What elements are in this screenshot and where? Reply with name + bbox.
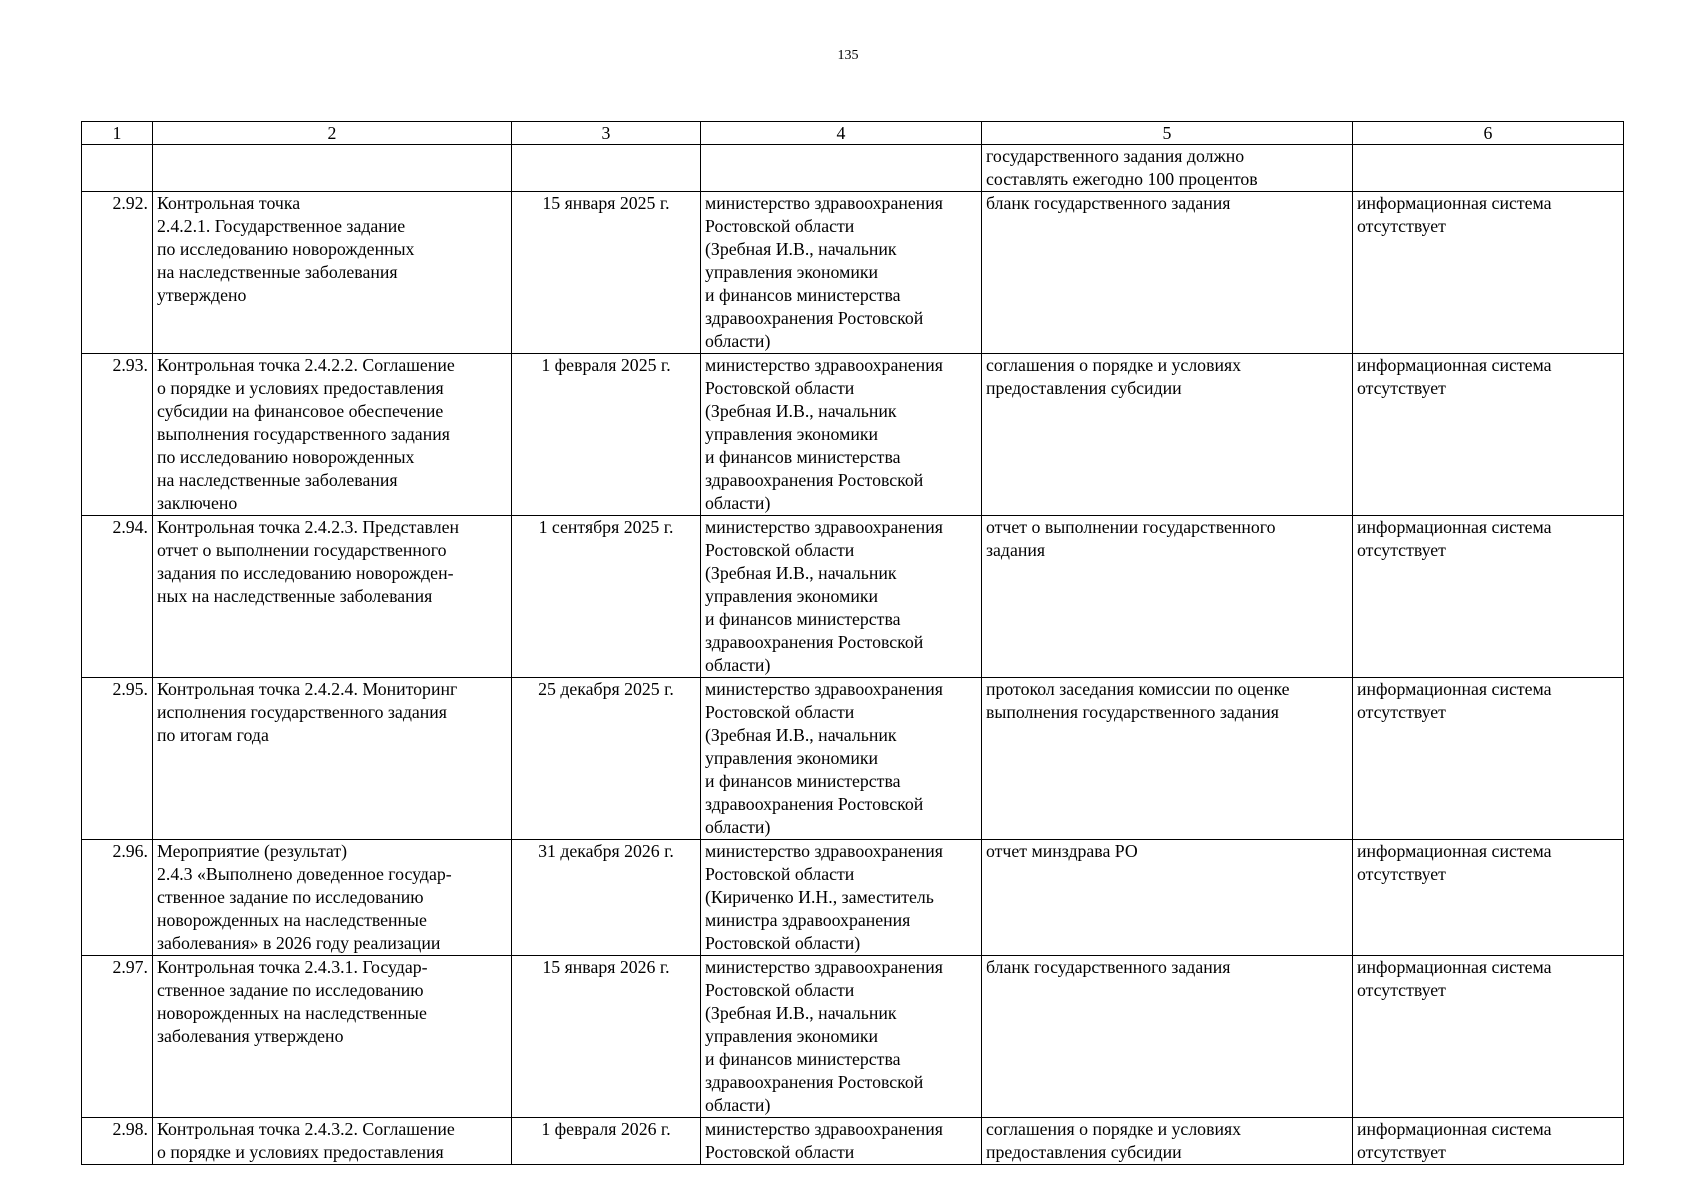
cell-number: 2.98. — [82, 1118, 153, 1165]
cell-system: информационная система отсутствует — [1353, 1118, 1624, 1165]
cell-date: 31 декабря 2026 г. — [512, 840, 701, 956]
cell-number: 2.97. — [82, 956, 153, 1118]
cell-date: 15 января 2025 г. — [512, 192, 701, 354]
cell-name: Контрольная точка 2.4.2.2. Соглашение о порядке и условиях предоставления субсидии на финансовое обеспечение выполнения государственного задания по исследованию новорожденных на наследственные заболевания заключено — [153, 354, 512, 516]
cell-responsible: министерство здравоохранения Ростовской области (Зребная И.В., начальник управления экономики и финансов министерства здравоохранения Ростовской области) — [701, 354, 982, 516]
plan-table — [81, 121, 1624, 1165]
cell-document: протокол заседания комиссии по оценке выполнения государственного задания — [982, 678, 1353, 840]
cell-system: информационная система отсутствует — [1353, 516, 1624, 678]
table-row — [82, 1118, 1624, 1165]
cell-system: информационная система отсутствует — [1353, 956, 1624, 1118]
column-number-row — [82, 122, 1624, 145]
cell-date: 15 января 2026 г. — [512, 956, 701, 1118]
table-row — [82, 840, 1624, 956]
cell-date — [512, 145, 701, 192]
cell-name: Мероприятие (результат) 2.4.3 «Выполнено доведенное государ- ственное задание по исследованию новорожденных на наследственные заболевания» в 2026 году реализации — [153, 840, 512, 956]
cell-document: бланк государственного задания — [982, 192, 1353, 354]
cell-name: Контрольная точка 2.4.3.1. Государ- ственное задание по исследованию новорожденных на наследственные заболевания утверждено — [153, 956, 512, 1118]
cell-number: 2.94. — [82, 516, 153, 678]
cell-responsible: министерство здравоохранения Ростовской области (Зребная И.В., начальник управления экономики и финансов министерства здравоохранения Ростовской области) — [701, 678, 982, 840]
table-row — [82, 678, 1624, 840]
cell-date: 1 сентября 2025 г. — [512, 516, 701, 678]
cell-responsible: министерство здравоохранения Ростовской области (Зребная И.В., начальник управления экономики и финансов министерства здравоохранения Ростовской области) — [701, 516, 982, 678]
cell-document: отчет о выполнении государственного задания — [982, 516, 1353, 678]
table-row — [82, 516, 1624, 678]
cell-document: соглашения о порядке и условиях предоставления субсидии — [982, 1118, 1353, 1165]
cell-system: информационная система отсутствует — [1353, 840, 1624, 956]
column-header: 2 — [153, 122, 512, 145]
cell-system: информационная система отсутствует — [1353, 192, 1624, 354]
cell-date: 25 декабря 2025 г. — [512, 678, 701, 840]
cell-name: Контрольная точка 2.4.2.4. Мониторинг исполнения государственного задания по итогам года — [153, 678, 512, 840]
cell-document: бланк государственного задания — [982, 956, 1353, 1118]
cell-name — [153, 145, 512, 192]
cell-document: отчет минздрава РО — [982, 840, 1353, 956]
cell-document: соглашения о порядке и условиях предоставления субсидии — [982, 354, 1353, 516]
column-header: 4 — [701, 122, 982, 145]
table-row — [82, 354, 1624, 516]
table-row-continuation — [82, 145, 1624, 192]
cell-date: 1 февраля 2025 г. — [512, 354, 701, 516]
cell-responsible: министерство здравоохранения Ростовской области (Кириченко И.Н., заместитель министра здравоохранения Ростовской области) — [701, 840, 982, 956]
cell-responsible — [701, 145, 982, 192]
cell-system: информационная система отсутствует — [1353, 678, 1624, 840]
table-row — [82, 956, 1624, 1118]
cell-system — [1353, 145, 1624, 192]
column-header: 5 — [982, 122, 1353, 145]
column-header: 6 — [1353, 122, 1624, 145]
cell-number: 2.92. — [82, 192, 153, 354]
page-number: 135 — [837, 48, 859, 63]
cell-name: Контрольная точка 2.4.2.3. Представлен отчет о выполнении государственного задания по исследованию новорожден- ных на наследственные заболевания — [153, 516, 512, 678]
cell-number: 2.96. — [82, 840, 153, 956]
cell-document: государственного задания должно составлять ежегодно 100 процентов — [982, 145, 1353, 192]
cell-name: Контрольная точка 2.4.2.1. Государственное задание по исследованию новорожденных на наследственные заболевания утверждено — [153, 192, 512, 354]
column-header: 1 — [82, 122, 153, 145]
cell-number: 2.93. — [82, 354, 153, 516]
cell-number — [82, 145, 153, 192]
cell-responsible: министерство здравоохранения Ростовской области (Зребная И.В., начальник управления экономики и финансов министерства здравоохранения Ростовской области) — [701, 192, 982, 354]
table-row — [82, 192, 1624, 354]
cell-date: 1 февраля 2026 г. — [512, 1118, 701, 1165]
cell-responsible: министерство здравоохранения Ростовской области (Зребная И.В., начальник управления экономики и финансов министерства здравоохранения Ростовской области) — [701, 956, 982, 1118]
cell-name: Контрольная точка 2.4.3.2. Соглашение о порядке и условиях предоставления — [153, 1118, 512, 1165]
cell-responsible: министерство здравоохранения Ростовской области — [701, 1118, 982, 1165]
cell-system: информационная система отсутствует — [1353, 354, 1624, 516]
column-header: 3 — [512, 122, 701, 145]
cell-number: 2.95. — [82, 678, 153, 840]
